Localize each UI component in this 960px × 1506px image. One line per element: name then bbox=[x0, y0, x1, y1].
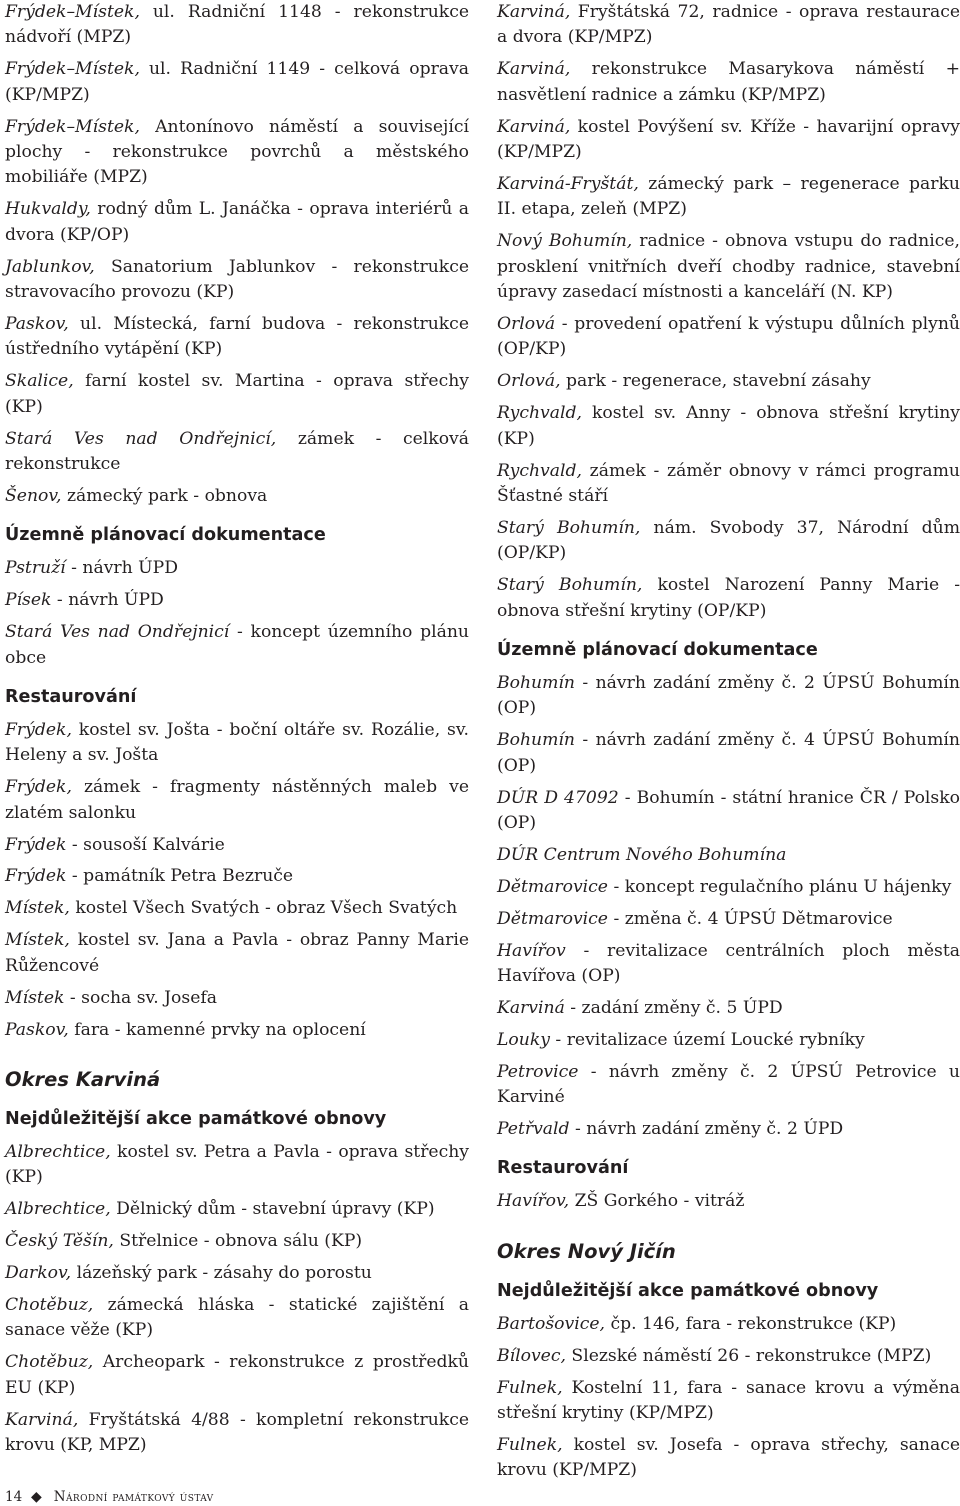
entry-description: - návrh ÚPD bbox=[65, 558, 179, 579]
entry-place: Orlová bbox=[497, 313, 556, 334]
entry-place: Rychvald, bbox=[497, 403, 582, 424]
entry-place: Bohumín bbox=[497, 730, 575, 751]
list-entry bbox=[497, 1344, 960, 1369]
list-entry bbox=[497, 1312, 960, 1337]
list-entry bbox=[497, 459, 960, 510]
list-entry bbox=[5, 1229, 469, 1254]
list-entry bbox=[497, 57, 960, 108]
entry-description: - návrh ÚPD bbox=[51, 590, 164, 611]
entry-description: fara - kamenné prvky na oplocení bbox=[68, 1019, 366, 1040]
entry-place: Dětmarovice bbox=[497, 876, 608, 897]
entry-place: Darkov, bbox=[5, 1263, 72, 1284]
entry-description: kostel sv. Josefa - oprava střechy, sanace krovu (KP/MPZ) bbox=[497, 1434, 960, 1481]
section-heading: Územně plánovací dokumentace bbox=[497, 639, 818, 660]
list-entry bbox=[497, 115, 960, 166]
entry-description: zámecká hláska - statické zajištění a sanace věže (KP) bbox=[5, 1294, 469, 1341]
list-entry bbox=[5, 1197, 469, 1222]
entry-place: Petrovice bbox=[497, 1061, 579, 1082]
list-entry bbox=[497, 1433, 960, 1484]
entry-place: Stará Ves nad Ondřejnicí bbox=[5, 622, 230, 643]
section-heading: Restaurování bbox=[497, 1158, 629, 1179]
entry-description: - návrh zadání změny č. 2 ÚPD bbox=[569, 1119, 844, 1140]
list-entry bbox=[497, 401, 960, 452]
entry-place: Bartošovice, bbox=[497, 1313, 605, 1334]
list-entry bbox=[5, 864, 469, 889]
entry-description: ZŠ Gorkého - vitráž bbox=[569, 1191, 745, 1212]
entry-place: Fulnek, bbox=[497, 1377, 563, 1398]
left-column bbox=[5, 0, 469, 1465]
entry-place: Karviná bbox=[497, 997, 565, 1018]
entry-description: zámek - celková rekonstrukce bbox=[5, 428, 469, 474]
entry-description: nám. Svobody 37, Národní dům (OP/KP) bbox=[497, 517, 960, 564]
list-entry bbox=[497, 786, 960, 837]
entry-place: Frýdek bbox=[5, 866, 67, 887]
entry-place: Petřvald bbox=[497, 1119, 570, 1140]
entry-description: - koncept regulačního plánu U hájenky bbox=[607, 876, 952, 897]
entry-place: Karviná, bbox=[5, 1409, 79, 1430]
list-entry bbox=[497, 875, 960, 900]
entry-description: - Bohumín - státní hranice ČR / Polsko (OP) bbox=[497, 787, 960, 833]
entry-place: Frýdek bbox=[5, 834, 67, 855]
list-entry bbox=[497, 939, 960, 990]
list-entry bbox=[5, 718, 469, 769]
entry-place: Český Těšín, bbox=[5, 1231, 114, 1252]
entry-description: rodný dům L. Janáčka - oprava interiérů a dvora (KP/OP) bbox=[5, 199, 469, 245]
entry-place: Louky bbox=[497, 1029, 550, 1050]
entry-description: kostel Všech Svatých - obraz Všech Svatých bbox=[69, 898, 458, 919]
entry-description: Sanatorium Jablunkov - rekonstrukce stravovacího provozu (KP) bbox=[5, 256, 469, 303]
list-entry bbox=[5, 57, 469, 108]
entry-place: Karviná, bbox=[497, 59, 571, 80]
entry-place: Paskov, bbox=[5, 1019, 69, 1040]
list-entry bbox=[5, 312, 469, 363]
page-number: 14 bbox=[5, 1489, 23, 1505]
entry-description: Archeopark - rekonstrukce z prostředků EU (KP) bbox=[5, 1352, 469, 1398]
entry-place: Rychvald, bbox=[497, 460, 582, 481]
entry-place: Havířov bbox=[497, 940, 566, 961]
section-heading: Nejdůležitější akce památkové obnovy bbox=[497, 1280, 879, 1301]
diamond-icon: ◆ bbox=[31, 1489, 42, 1505]
entry-place: Frýdek, bbox=[5, 719, 72, 740]
entry-description: - návrh změny č. 2 ÚPSÚ Petrovice u Karviné bbox=[497, 1061, 960, 1108]
entry-place: Karviná-Fryštát, bbox=[497, 173, 639, 194]
entry-place: Nový Bohumín, bbox=[497, 231, 633, 252]
entry-description: Střelnice - obnova sálu (KP) bbox=[113, 1231, 363, 1252]
list-entry bbox=[5, 896, 469, 921]
list-entry bbox=[5, 1261, 469, 1286]
entry-description: Antonínovo náměstí a související plochy - rekonstrukce povrchů a městského mobiliáře (MPZ) bbox=[5, 116, 469, 188]
right-column bbox=[497, 0, 960, 1490]
entry-description: - koncept územního plánu obce bbox=[5, 622, 469, 668]
list-entry bbox=[5, 369, 469, 420]
entry-description: - socha sv. Josefa bbox=[64, 987, 217, 1008]
list-entry bbox=[5, 427, 469, 478]
entry-description: - zadání změny č. 5 ÚPD bbox=[564, 997, 783, 1018]
entry-description: zámecký park – regenerace parku II. etapa, zeleň (MPZ) bbox=[497, 173, 960, 220]
entry-place: Pstruží bbox=[5, 558, 66, 579]
section-heading: Restaurování bbox=[5, 686, 137, 707]
entry-place: Dětmarovice bbox=[497, 908, 608, 929]
list-entry bbox=[497, 229, 960, 305]
entry-place: Frýdek–Místek, bbox=[5, 116, 140, 137]
entry-place: Bílovec, bbox=[497, 1345, 566, 1366]
entry-place: Orlová, bbox=[497, 371, 561, 392]
entry-description: ul. Radniční 1148 - rekonstrukce nádvoří (MPZ) bbox=[5, 2, 469, 48]
list-entry bbox=[497, 907, 960, 932]
entry-description: ul. Radniční 1149 - celková oprava (KP/MPZ) bbox=[5, 59, 469, 105]
entry-description: - památník Petra Bezruče bbox=[66, 866, 294, 887]
entry-place: Karviná, bbox=[497, 116, 571, 137]
list-entry bbox=[497, 1376, 960, 1427]
list-entry bbox=[5, 620, 469, 671]
list-entry bbox=[5, 556, 469, 581]
entry-description: Dělnický dům - stavební úpravy (KP) bbox=[110, 1199, 435, 1220]
entry-place: Karviná, bbox=[497, 2, 571, 22]
entry-description: kostel sv. Anny - obnova střešní krytiny (KP) bbox=[497, 403, 960, 449]
list-entry bbox=[5, 1018, 469, 1043]
entry-place: Hukvaldy, bbox=[5, 199, 91, 220]
region-heading: Okres Karviná bbox=[5, 1067, 161, 1091]
list-entry bbox=[497, 573, 960, 624]
entry-description: - revitalizace území Loucké rybníky bbox=[549, 1029, 865, 1050]
entry-place: Místek, bbox=[5, 930, 70, 951]
entry-description: radnice - obnova vstupu do radnice, prosklení vnitřních dveří chodby radnice, stavební úpravy zasedací místnosti a kanceláří (N. KP) bbox=[497, 231, 960, 303]
entry-description: - sousoší Kalvárie bbox=[66, 834, 225, 855]
entry-place: Stará Ves nad Ondřejnicí, bbox=[5, 428, 277, 449]
list-entry bbox=[5, 0, 469, 51]
region-heading: Okres Nový Jičín bbox=[497, 1239, 676, 1263]
entry-description: zámek - záměr obnovy v rámci programu Šťastné stáří bbox=[497, 460, 960, 506]
entry-place: Paskov, bbox=[5, 313, 69, 334]
entry-place: Albrechtice, bbox=[5, 1141, 111, 1162]
list-entry bbox=[497, 728, 960, 779]
entry-place: Bohumín bbox=[497, 672, 575, 693]
organization-name: Národní památkový ústav bbox=[53, 1489, 214, 1505]
list-entry bbox=[497, 843, 960, 868]
list-entry bbox=[5, 986, 469, 1011]
list-entry bbox=[497, 172, 960, 223]
entry-place: Místek bbox=[5, 987, 65, 1008]
section-heading: Územně plánovací dokumentace bbox=[5, 525, 326, 546]
list-entry bbox=[5, 115, 469, 191]
list-entry bbox=[497, 0, 960, 51]
entry-place: Šenov, bbox=[5, 485, 62, 506]
entry-description: zámecký park - obnova bbox=[61, 485, 268, 506]
list-entry bbox=[5, 1350, 469, 1401]
list-entry bbox=[497, 996, 960, 1021]
list-entry bbox=[5, 833, 469, 858]
list-entry bbox=[497, 516, 960, 567]
entry-description: čp. 146, fara - rekonstrukce (KP) bbox=[604, 1313, 897, 1334]
entry-place: Starý Bohumín, bbox=[497, 517, 641, 538]
entry-description: kostel sv. Petra a Pavla - oprava střechy (KP) bbox=[5, 1141, 469, 1188]
list-entry bbox=[5, 1140, 469, 1191]
entry-place: Místek, bbox=[5, 898, 70, 919]
list-entry bbox=[497, 369, 960, 394]
entry-place: Frýdek–Místek, bbox=[5, 59, 140, 80]
entry-description: farní kostel sv. Martina - oprava střechy (KP) bbox=[5, 371, 469, 417]
entry-place: Jablunkov, bbox=[5, 256, 95, 277]
entry-place: Skalice, bbox=[5, 371, 74, 392]
list-entry bbox=[5, 255, 469, 306]
entry-place: Chotěbuz, bbox=[5, 1352, 94, 1373]
list-entry bbox=[5, 484, 469, 509]
entry-description: zámek - fragmenty nástěnných maleb ve zlatém salonku bbox=[5, 777, 469, 823]
list-entry bbox=[5, 1293, 469, 1344]
entry-description: lázeňský park - zásahy do porostu bbox=[71, 1263, 372, 1284]
entry-description: - revitalizace centrálních ploch města Havířova (OP) bbox=[497, 940, 960, 986]
page-footer bbox=[5, 1488, 214, 1506]
entry-place: Havířov, bbox=[497, 1191, 570, 1212]
list-entry bbox=[497, 1189, 960, 1214]
list-entry bbox=[5, 197, 469, 248]
entry-place: DÚR Centrum Nového Bohumína bbox=[497, 844, 787, 865]
entry-description: - návrh zadání změny č. 2 ÚPSÚ Bohumín (OP) bbox=[497, 672, 960, 719]
entry-description: - návrh zadání změny č. 4 ÚPSÚ Bohumín (OP) bbox=[497, 730, 960, 776]
list-entry bbox=[5, 1408, 469, 1459]
entry-description: Fryštátská 72, radnice - oprava restaurace a dvora (KP/MPZ) bbox=[497, 2, 960, 48]
list-entry bbox=[5, 928, 469, 979]
entry-place: Fulnek, bbox=[497, 1434, 563, 1455]
entry-description: Slezské náměstí 26 - rekonstrukce (MPZ) bbox=[565, 1345, 932, 1366]
entry-description: rekonstrukce Masarykova náměstí + nasvětlení radnice a zámku (KP/MPZ) bbox=[497, 59, 960, 105]
entry-place: Chotěbuz, bbox=[5, 1294, 94, 1315]
entry-description: kostel Narození Panny Marie - obnova střešní krytiny (OP/KP) bbox=[497, 575, 960, 621]
entry-description: ul. Místecká, farní budova - rekonstrukce ústředního vytápění (KP) bbox=[5, 313, 469, 360]
entry-place: DÚR D 47092 bbox=[497, 787, 619, 808]
entry-description: park - regenerace, stavební zásahy bbox=[560, 371, 871, 392]
list-entry bbox=[497, 1117, 960, 1142]
entry-place: Starý Bohumín, bbox=[497, 575, 643, 596]
entry-place: Albrechtice, bbox=[5, 1199, 111, 1220]
list-entry bbox=[497, 312, 960, 363]
entry-description: kostel sv. Jošta - boční oltáře sv. Rozálie, sv. Heleny a sv. Jošta bbox=[5, 719, 469, 766]
list-entry bbox=[5, 588, 469, 613]
entry-description: - změna č. 4 ÚPSÚ Dětmarovice bbox=[607, 908, 893, 929]
list-entry bbox=[497, 1028, 960, 1053]
list-entry bbox=[5, 775, 469, 826]
entry-place: Frýdek, bbox=[5, 777, 72, 798]
entry-description: - provedení opatření k výstupu důlních plynů (OP/KP) bbox=[497, 313, 960, 360]
entry-place: Frýdek–Místek, bbox=[5, 2, 140, 22]
entry-description: Kostelní 11, fara - sanace krovu a výměna střešní krytiny (KP/MPZ) bbox=[497, 1377, 960, 1424]
list-entry bbox=[497, 671, 960, 722]
entry-description: Fryštátská 4/88 - kompletní rekonstrukce krovu (KP, MPZ) bbox=[5, 1409, 469, 1455]
list-entry bbox=[497, 1060, 960, 1111]
section-heading: Nejdůležitější akce památkové obnovy bbox=[5, 1108, 387, 1129]
entry-description: kostel sv. Jana a Pavla - obraz Panny Marie Růžencové bbox=[5, 930, 469, 976]
entry-place: Písek bbox=[5, 590, 52, 611]
entry-description: kostel Povýšení sv. Kříže - havarijní opravy (KP/MPZ) bbox=[497, 116, 960, 163]
